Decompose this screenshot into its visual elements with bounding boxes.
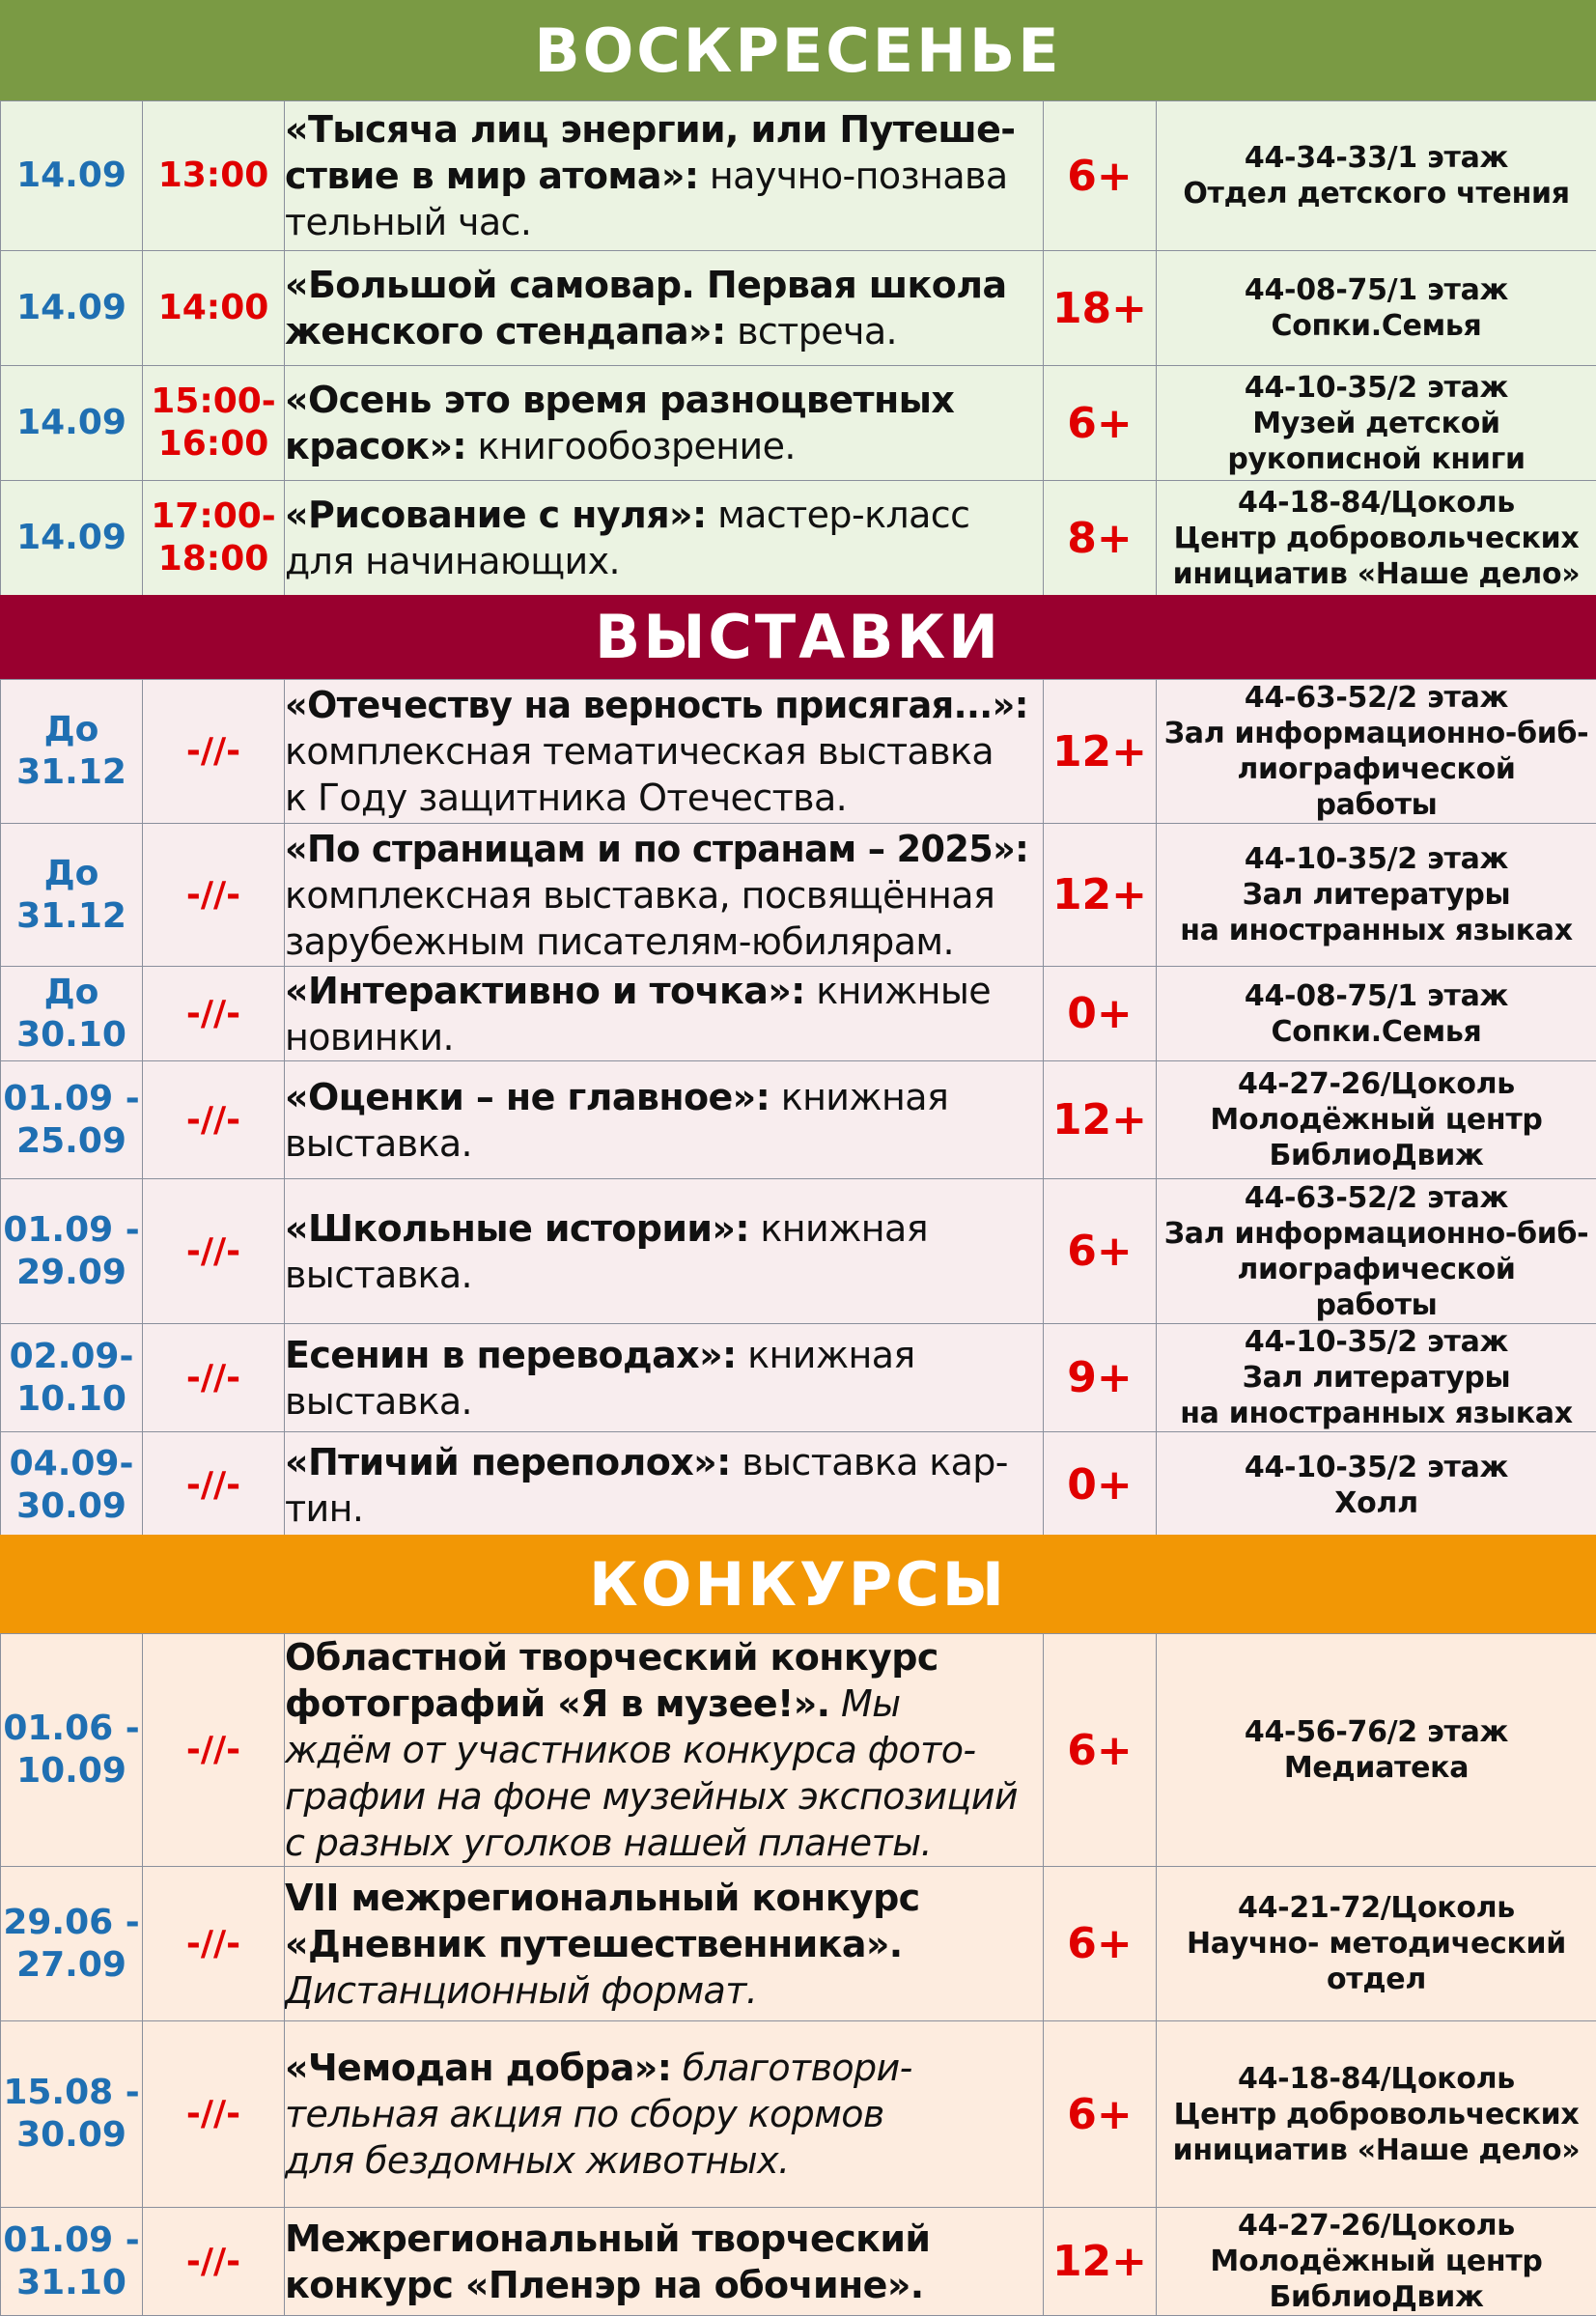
phone-floor-text: 44-21-72/Цоколь xyxy=(1157,1890,1596,1926)
event-date-line: 31.12 xyxy=(1,895,142,938)
event-row xyxy=(1,824,1596,967)
event-row xyxy=(1,1179,1596,1324)
event-title-text: «Интерактивно и точка»: xyxy=(285,970,805,1012)
event-time-line: -//- xyxy=(143,1923,284,1965)
event-location xyxy=(1157,1061,1596,1179)
event-title-text: «Большой самовар. Первая школа xyxy=(285,264,1007,306)
event-description-line xyxy=(285,1252,472,1298)
phone-floor-text: 44-10-35/2 этаж xyxy=(1157,1324,1596,1360)
location-text: лиографической xyxy=(1157,751,1596,787)
location-text: Зал информационно-биб- xyxy=(1157,716,1596,751)
event-detail-text: графии на фоне музейных экспозиций xyxy=(285,1775,1018,1818)
event-description-line xyxy=(285,377,954,423)
event-description-line xyxy=(285,918,954,965)
event-date-line: 29.09 xyxy=(1,1252,142,1294)
event-description xyxy=(285,366,1044,481)
section-header-contests: КОНКУРСЫ xyxy=(0,1535,1596,1633)
phone-floor-text: 44-34-33/1 этаж xyxy=(1157,140,1596,176)
event-time xyxy=(143,680,285,824)
event-date xyxy=(1,1061,143,1179)
event-description-line xyxy=(285,1727,975,1773)
event-time-line: -//- xyxy=(143,1099,284,1142)
phone-floor-text: 44-56-76/2 этаж xyxy=(1157,1714,1596,1750)
event-description-line xyxy=(285,262,1007,308)
event-date xyxy=(1,1432,143,1539)
location-text: Отдел детского чтения xyxy=(1157,176,1596,212)
section-header-sunday: ВОСКРЕСЕНЬЕ xyxy=(0,0,1596,100)
location-text: инициатив «Наше дело» xyxy=(1157,556,1596,592)
event-detail-text: научно-познава xyxy=(698,155,1007,197)
location-text: работы xyxy=(1157,787,1596,823)
event-title-text: «Чемодан добра»: xyxy=(285,2047,671,2089)
event-description-line xyxy=(285,2137,789,2184)
event-description-line xyxy=(285,1120,472,1167)
event-date-line: 04.09- xyxy=(1,1443,142,1485)
event-detail-text: выставка. xyxy=(285,1254,472,1296)
event-date xyxy=(1,366,143,481)
event-date-line: 01.09 - xyxy=(1,1078,142,1120)
event-row xyxy=(1,1061,1596,1179)
location-text: Центр добровольческих xyxy=(1157,2097,1596,2132)
event-date-line: 02.09- xyxy=(1,1336,142,1378)
event-date-line: 30.09 xyxy=(1,1485,142,1528)
event-description-line xyxy=(285,492,969,538)
event-date-line: 10.09 xyxy=(1,1750,142,1793)
age-rating: 12+ xyxy=(1044,680,1157,824)
event-time xyxy=(143,101,285,251)
event-description xyxy=(285,1061,1044,1179)
event-detail-text: тельная акция по сбору кормов xyxy=(285,2093,884,2135)
event-detail-text: комплексная выставка, посвящённая xyxy=(285,874,994,917)
phone-floor-text: 44-63-52/2 этаж xyxy=(1157,1180,1596,1216)
event-date xyxy=(1,2208,143,2316)
event-description xyxy=(285,2208,1044,2316)
event-description-line xyxy=(285,826,1028,872)
event-location xyxy=(1157,481,1596,596)
location-text: Сопки.Семья xyxy=(1157,1014,1596,1050)
phone-floor-text: 44-10-35/2 этаж xyxy=(1157,370,1596,406)
age-rating: 6+ xyxy=(1044,1634,1157,1867)
event-time xyxy=(143,481,285,596)
event-description xyxy=(285,251,1044,366)
event-detail-text: к Году защитника Отечества. xyxy=(285,777,847,819)
event-description-line xyxy=(285,682,1028,728)
phone-floor-text: 44-18-84/Цоколь xyxy=(1157,2061,1596,2097)
event-time-line: 17:00- xyxy=(143,495,284,538)
event-title-text: женского стендапа»: xyxy=(285,310,726,353)
event-location xyxy=(1157,2208,1596,2316)
event-date-line: 14.09 xyxy=(1,517,142,559)
event-time xyxy=(143,366,285,481)
event-location xyxy=(1157,1867,1596,2021)
event-description xyxy=(285,1867,1044,2021)
event-description-line xyxy=(285,1875,920,1921)
event-location xyxy=(1157,1432,1596,1539)
event-date-line: 10.10 xyxy=(1,1378,142,1421)
location-text: Молодёжный центр xyxy=(1157,1102,1596,1138)
contests-table xyxy=(0,1633,1596,2316)
event-detail-text: новинки. xyxy=(285,1016,454,1059)
event-location xyxy=(1157,1324,1596,1432)
event-detail-text: тельный час. xyxy=(285,201,531,243)
event-date-line: 14.09 xyxy=(1,155,142,197)
event-time-line: 15:00- xyxy=(143,381,284,423)
event-detail-text: книжная xyxy=(737,1334,915,1376)
location-text: БиблиоДвиж xyxy=(1157,2279,1596,2315)
event-date-line: 31.10 xyxy=(1,2262,142,2304)
event-time-line: 14:00 xyxy=(143,287,284,329)
event-row xyxy=(1,967,1596,1061)
event-title-text: «Отечеству на верность присягая...»: xyxy=(285,684,1028,726)
location-text: рукописной книги xyxy=(1157,441,1596,477)
event-time-line: -//- xyxy=(143,2241,284,2283)
event-description-line xyxy=(285,728,994,775)
phone-floor-text: 44-08-75/1 этаж xyxy=(1157,272,1596,308)
age-rating: 6+ xyxy=(1044,366,1157,481)
event-time-line: 16:00 xyxy=(143,423,284,466)
event-description xyxy=(285,1634,1044,1867)
event-time xyxy=(143,1867,285,2021)
event-time xyxy=(143,2208,285,2316)
event-time-line: -//- xyxy=(143,874,284,917)
event-description-line xyxy=(285,1967,757,2014)
event-title-text: красок»: xyxy=(285,425,466,467)
event-row xyxy=(1,1432,1596,1539)
event-description-line xyxy=(285,106,1015,153)
event-description xyxy=(285,680,1044,824)
phone-floor-text: 44-18-84/Цоколь xyxy=(1157,485,1596,521)
event-detail-text: книжные xyxy=(805,970,991,1012)
event-detail-text: с разных уголков нашей планеты. xyxy=(285,1822,932,1864)
event-description-line xyxy=(285,2216,930,2262)
event-detail-text: комплексная тематическая выставка xyxy=(285,730,994,773)
event-detail-text: Мы xyxy=(830,1682,901,1725)
location-text: на иностранных языках xyxy=(1157,913,1596,948)
event-date xyxy=(1,1179,143,1324)
event-date-line: 31.12 xyxy=(1,751,142,794)
age-rating: 0+ xyxy=(1044,967,1157,1061)
event-row xyxy=(1,1867,1596,2021)
sunday-events-table xyxy=(0,100,1596,596)
event-description-line xyxy=(285,538,620,584)
event-title-text: «Школьные истории»: xyxy=(285,1207,749,1250)
event-title-text: Межрегиональный творческий xyxy=(285,2217,930,2260)
age-rating: 6+ xyxy=(1044,2021,1157,2208)
event-time-line: -//- xyxy=(143,1729,284,1771)
event-date-line: 01.09 - xyxy=(1,1209,142,1252)
event-date xyxy=(1,967,143,1061)
event-date-line: 14.09 xyxy=(1,402,142,444)
event-row xyxy=(1,1634,1596,1867)
event-location xyxy=(1157,101,1596,251)
event-row xyxy=(1,481,1596,596)
event-title-text: VII межрегиональный конкурс xyxy=(285,1877,920,1919)
event-description-line xyxy=(285,1921,903,1967)
event-time-line: -//- xyxy=(143,1357,284,1399)
event-date-line: 01.09 - xyxy=(1,2219,142,2262)
event-row xyxy=(1,366,1596,481)
event-detail-text: мастер-класс xyxy=(707,494,970,536)
event-row xyxy=(1,101,1596,251)
event-description-line xyxy=(285,872,994,918)
exhibitions-table xyxy=(0,679,1596,1539)
event-time xyxy=(143,251,285,366)
event-description-line xyxy=(285,423,796,469)
event-title-text: «Рисование с нуля»: xyxy=(285,494,707,536)
event-description-line xyxy=(285,2091,884,2137)
event-time-line: -//- xyxy=(143,993,284,1035)
event-detail-text: встреча. xyxy=(726,310,897,353)
event-description xyxy=(285,101,1044,251)
location-text: инициатив «Наше дело» xyxy=(1157,2132,1596,2168)
event-description-line xyxy=(285,1773,1018,1820)
event-description xyxy=(285,1324,1044,1432)
event-date xyxy=(1,2021,143,2208)
location-text: Холл xyxy=(1157,1485,1596,1521)
phone-floor-text: 44-63-52/2 этаж xyxy=(1157,680,1596,716)
event-time xyxy=(143,1324,285,1432)
event-description-line xyxy=(285,2045,912,2091)
event-detail-text: выставка. xyxy=(285,1122,472,1165)
location-text: Центр добровольческих xyxy=(1157,521,1596,556)
event-date-line: До xyxy=(1,972,142,1014)
event-time xyxy=(143,1432,285,1539)
event-detail-text: книжная xyxy=(770,1076,948,1118)
event-time xyxy=(143,1634,285,1867)
event-location xyxy=(1157,1634,1596,1867)
location-text: Научно- методический xyxy=(1157,1926,1596,1962)
event-description xyxy=(285,1432,1044,1539)
event-location xyxy=(1157,366,1596,481)
location-text: Молодёжный центр xyxy=(1157,2244,1596,2279)
event-time-line: -//- xyxy=(143,730,284,773)
event-location xyxy=(1157,2021,1596,2208)
event-detail-text: для начинающих. xyxy=(285,540,620,582)
event-time xyxy=(143,967,285,1061)
event-description-line xyxy=(285,1634,938,1681)
event-description xyxy=(285,824,1044,967)
event-location xyxy=(1157,251,1596,366)
location-text: отдел xyxy=(1157,1962,1596,1997)
event-location xyxy=(1157,1179,1596,1324)
age-rating: 6+ xyxy=(1044,1179,1157,1324)
event-date-line: 30.10 xyxy=(1,1014,142,1057)
event-detail-text: ждём от участников конкурса фото- xyxy=(285,1729,975,1771)
location-text: работы xyxy=(1157,1287,1596,1323)
event-detail-text: тин. xyxy=(285,1487,363,1530)
age-rating: 18+ xyxy=(1044,251,1157,366)
event-time xyxy=(143,1179,285,1324)
location-text: Медиатека xyxy=(1157,1750,1596,1786)
location-text: на иностранных языках xyxy=(1157,1396,1596,1431)
location-text: Музей детской xyxy=(1157,406,1596,441)
phone-floor-text: 44-27-26/Цоколь xyxy=(1157,1066,1596,1102)
event-date xyxy=(1,1634,143,1867)
event-date-line: 25.09 xyxy=(1,1120,142,1163)
event-date-line: 27.09 xyxy=(1,1944,142,1987)
event-description-line xyxy=(285,1485,363,1532)
event-date xyxy=(1,680,143,824)
event-row xyxy=(1,1324,1596,1432)
location-text: лиографической xyxy=(1157,1252,1596,1287)
location-text: Зал информационно-биб- xyxy=(1157,1216,1596,1252)
event-row xyxy=(1,251,1596,366)
event-detail-text: выставка кар- xyxy=(731,1441,1008,1483)
event-time xyxy=(143,824,285,967)
event-detail-text: для бездомных животных. xyxy=(285,2139,789,2182)
event-description-line xyxy=(285,1681,901,1727)
event-title-text: фотографий «Я в музее!». xyxy=(285,1682,830,1725)
event-description-line xyxy=(285,2262,924,2308)
event-date-line: 01.06 - xyxy=(1,1708,142,1750)
event-title-text: «По страницам и по странам – 2025»: xyxy=(285,828,1028,870)
event-detail-text: зарубежным писателям-юбилярам. xyxy=(285,920,954,963)
event-date-line: 15.08 - xyxy=(1,2072,142,2114)
event-date xyxy=(1,481,143,596)
event-description-line xyxy=(285,1074,948,1120)
phone-floor-text: 44-10-35/2 этаж xyxy=(1157,1450,1596,1485)
age-rating: 12+ xyxy=(1044,2208,1157,2316)
event-description-line xyxy=(285,1332,915,1378)
event-title-text: ствие в мир атома»: xyxy=(285,155,698,197)
event-description-line xyxy=(285,775,847,821)
event-title-text: «Оценки – не главное»: xyxy=(285,1076,770,1118)
event-title-text: «Тысяча лиц энергии, или Путеше- xyxy=(285,108,1015,151)
event-description xyxy=(285,2021,1044,2208)
age-rating: 9+ xyxy=(1044,1324,1157,1432)
age-rating: 6+ xyxy=(1044,1867,1157,2021)
location-text: Зал литературы xyxy=(1157,877,1596,913)
phone-floor-text: 44-08-75/1 этаж xyxy=(1157,978,1596,1014)
event-date-line: 29.06 - xyxy=(1,1902,142,1944)
section-header-exhibitions: ВЫСТАВКИ xyxy=(0,595,1596,679)
event-description xyxy=(285,967,1044,1061)
event-date xyxy=(1,1324,143,1432)
event-detail-text: книжная xyxy=(749,1207,928,1250)
event-description-line xyxy=(285,199,531,245)
event-title-text: конкурс «Пленэр на обочине». xyxy=(285,2264,924,2306)
event-description-line xyxy=(285,1820,932,1866)
event-description-line xyxy=(285,1014,454,1060)
age-rating: 12+ xyxy=(1044,824,1157,967)
event-description-line xyxy=(285,153,1008,199)
event-time-line: -//- xyxy=(143,2093,284,2135)
event-detail-text: благотвори- xyxy=(671,2047,911,2089)
event-location xyxy=(1157,824,1596,967)
event-time-line: -//- xyxy=(143,1230,284,1273)
event-description-line xyxy=(285,1205,928,1252)
event-date xyxy=(1,1867,143,2021)
event-row xyxy=(1,2208,1596,2316)
event-time-line: 13:00 xyxy=(143,155,284,197)
event-time-line: -//- xyxy=(143,1464,284,1507)
event-location xyxy=(1157,967,1596,1061)
event-description xyxy=(285,481,1044,596)
event-description xyxy=(285,1179,1044,1324)
event-title-text: «Птичий переполох»: xyxy=(285,1441,731,1483)
location-text: Сопки.Семья xyxy=(1157,308,1596,344)
age-rating: 6+ xyxy=(1044,101,1157,251)
event-title-text: Областной творческий конкурс xyxy=(285,1636,938,1679)
event-date xyxy=(1,101,143,251)
age-rating: 8+ xyxy=(1044,481,1157,596)
event-row xyxy=(1,2021,1596,2208)
event-row xyxy=(1,680,1596,824)
event-date-line: До xyxy=(1,709,142,751)
age-rating: 12+ xyxy=(1044,1061,1157,1179)
event-date-line: 30.09 xyxy=(1,2114,142,2157)
event-description-line xyxy=(285,1439,1008,1485)
event-detail-text: книгообозрение. xyxy=(466,425,796,467)
age-rating: 0+ xyxy=(1044,1432,1157,1539)
event-time xyxy=(143,2021,285,2208)
event-time-line: 18:00 xyxy=(143,538,284,580)
event-date xyxy=(1,824,143,967)
location-text: Зал литературы xyxy=(1157,1360,1596,1396)
event-time xyxy=(143,1061,285,1179)
event-date-line: 14.09 xyxy=(1,287,142,329)
event-date-line: До xyxy=(1,853,142,895)
event-description-line xyxy=(285,1378,472,1425)
phone-floor-text: 44-27-26/Цоколь xyxy=(1157,2208,1596,2244)
event-detail-text: Дистанционный формат. xyxy=(285,1969,757,2012)
event-description-line xyxy=(285,968,991,1014)
event-title-text: «Дневник путешественника». xyxy=(285,1923,903,1965)
event-date xyxy=(1,251,143,366)
location-text: БиблиоДвиж xyxy=(1157,1138,1596,1173)
phone-floor-text: 44-10-35/2 этаж xyxy=(1157,841,1596,877)
event-location xyxy=(1157,680,1596,824)
event-title-text: «Осень это время разноцветных xyxy=(285,379,954,421)
event-detail-text: выставка. xyxy=(285,1380,472,1423)
event-description-line xyxy=(285,308,897,354)
event-title-text: Есенин в переводах»: xyxy=(285,1334,737,1376)
